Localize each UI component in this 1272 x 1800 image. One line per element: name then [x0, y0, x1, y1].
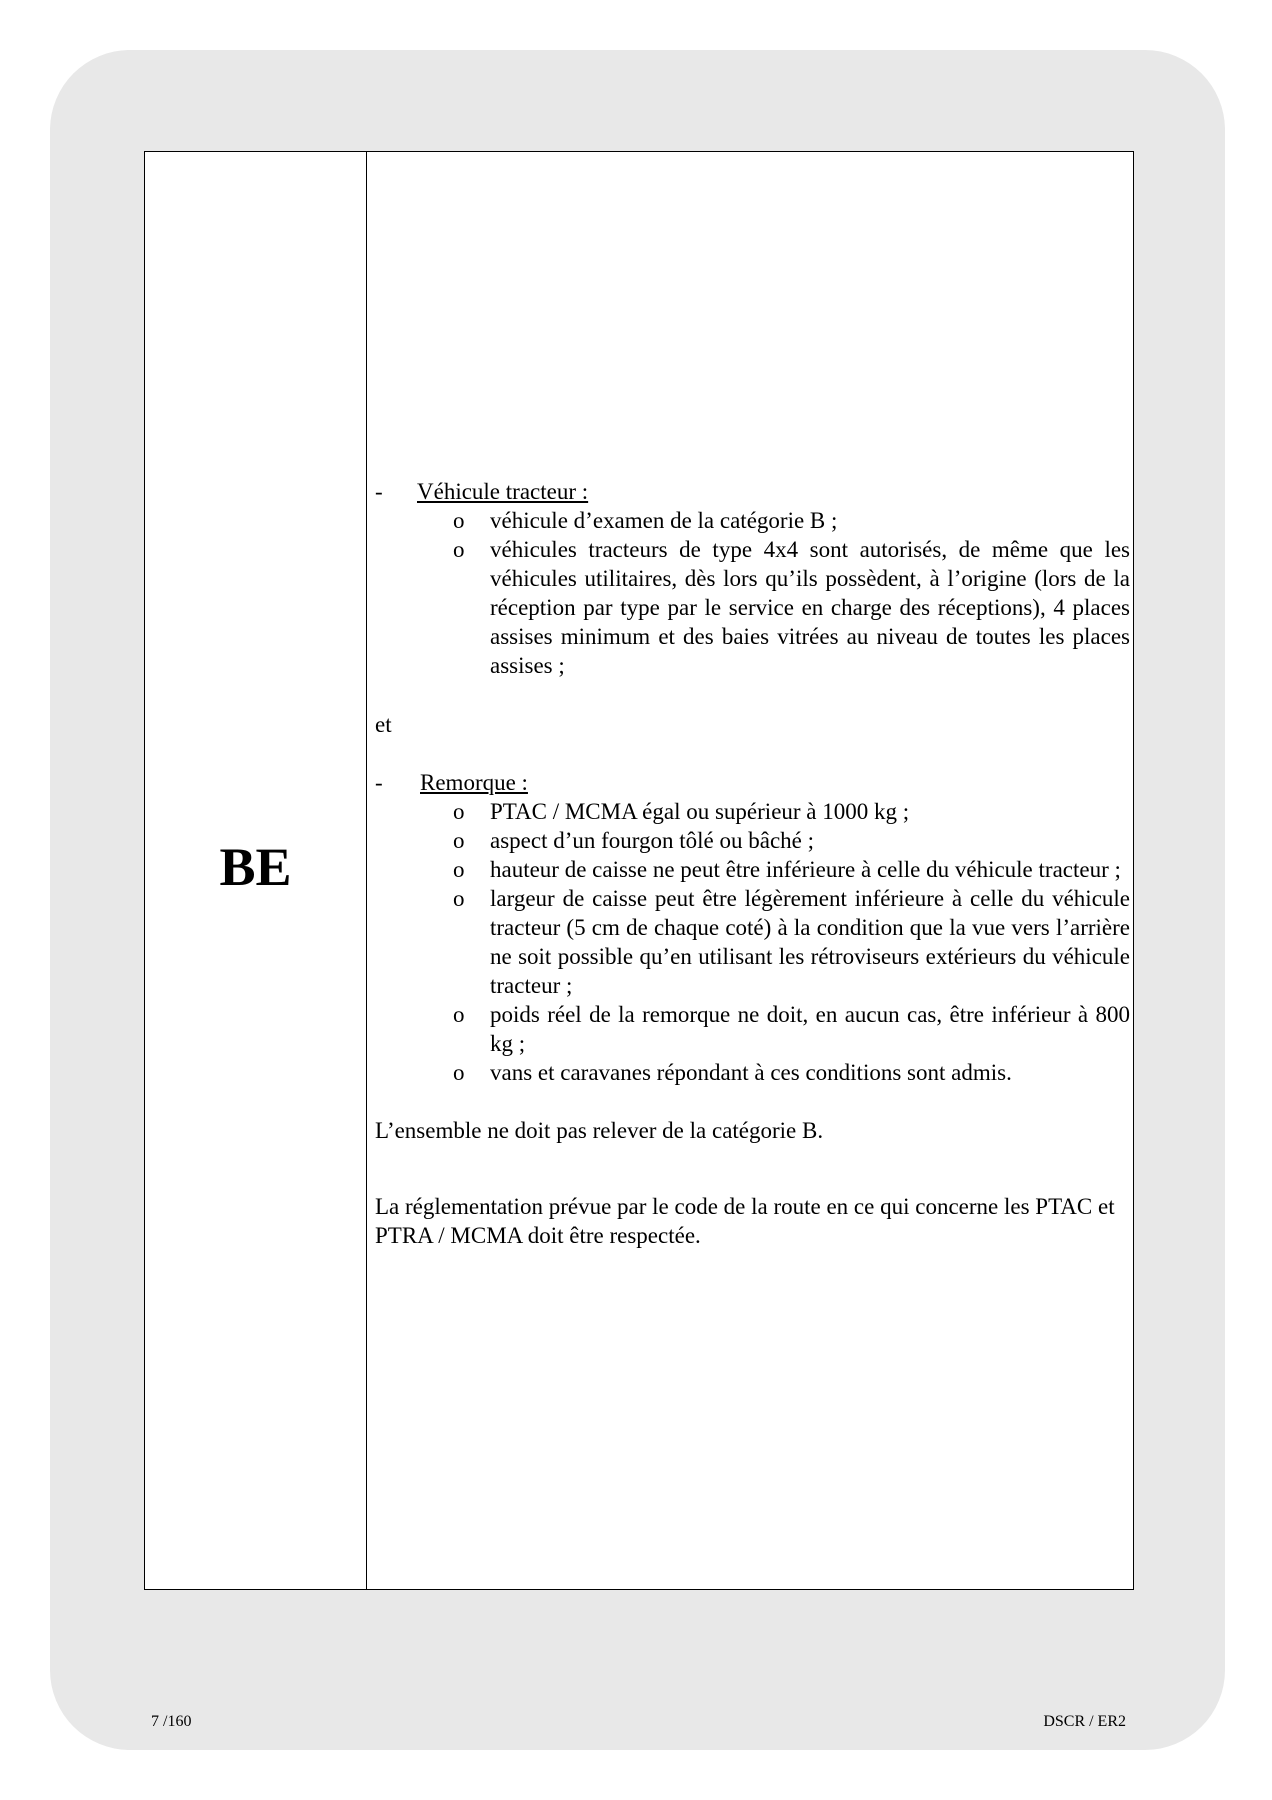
remorque-section-header	[375, 768, 1130, 797]
bullet-marker: o	[453, 857, 465, 882]
bullet-marker: o	[453, 1002, 465, 1027]
list-item	[375, 826, 1130, 855]
list-item	[375, 797, 1130, 826]
vehicule-title: Véhicule tracteur :	[417, 479, 589, 504]
list-item	[375, 1058, 1130, 1087]
list-item-text: aspect d’un fourgon tôlé ou bâché ;	[490, 828, 815, 853]
vehicule-section-header	[375, 477, 1130, 506]
vehicule-list	[375, 506, 1130, 680]
category-code: BE	[219, 837, 292, 897]
bullet-marker: o	[453, 799, 465, 824]
list-item	[375, 535, 1130, 680]
list-item-text: véhicule d’examen de la catégorie B ;	[490, 508, 838, 533]
reglementation-paragraph: La réglementation prévue par le code de la route en ce qui concerne les PTAC et PTRA / MCMA doit être respectée.	[375, 1194, 1115, 1248]
joiner-text: et	[375, 712, 392, 737]
ensemble-paragraph: L’ensemble ne doit pas relever de la catégorie B.	[375, 1118, 824, 1143]
column-divider	[366, 152, 367, 1589]
list-item-text: largeur de caisse peut être légèrement inférieure à celle du véhicule tracteur (5 cm de chaque coté) à la condition que la vue vers l’arrière ne soit possible qu’en utilisant les rétroviseurs extérieurs du véhicule tracteur ;	[490, 886, 1130, 998]
list-item-text: véhicules tracteurs de type 4x4 sont autorisés, de même que les véhicules utilitaires, dès lors qu’ils possèdent, à l’origine (lors de la réception par type par le service en charge des réceptions), 4 places assises minimum et des baies vitrées au niveau de toutes les places assises ;	[490, 537, 1130, 678]
remorque-list	[375, 797, 1130, 1087]
list-item-text: poids réel de la remorque ne doit, en aucun cas, être inférieur à 800 kg ;	[490, 1002, 1130, 1056]
list-item	[375, 855, 1130, 884]
bullet-marker: o	[453, 828, 465, 853]
list-item	[375, 1000, 1130, 1058]
category-table	[144, 151, 1134, 1590]
dash-marker: -	[375, 479, 383, 504]
list-item-text: PTAC / MCMA égal ou supérieur à 1000 kg ;	[490, 799, 910, 824]
bullet-marker: o	[453, 1060, 465, 1085]
list-item	[375, 884, 1130, 1000]
page-number: 7 /160	[151, 1713, 192, 1730]
bullet-marker: o	[453, 508, 465, 533]
requirements-cell	[375, 477, 1130, 1250]
dash-marker: -	[375, 770, 383, 795]
list-item-text: hauteur de caisse ne peut être inférieure à celle du véhicule tracteur ;	[490, 857, 1121, 882]
document-reference: DSCR / ER2	[1043, 1713, 1126, 1730]
list-item	[375, 506, 1130, 535]
remorque-title: Remorque :	[420, 770, 528, 795]
bullet-marker: o	[453, 886, 465, 911]
list-item-text: vans et caravanes répondant à ces conditions sont admis.	[490, 1060, 1012, 1085]
bullet-marker: o	[453, 537, 465, 562]
